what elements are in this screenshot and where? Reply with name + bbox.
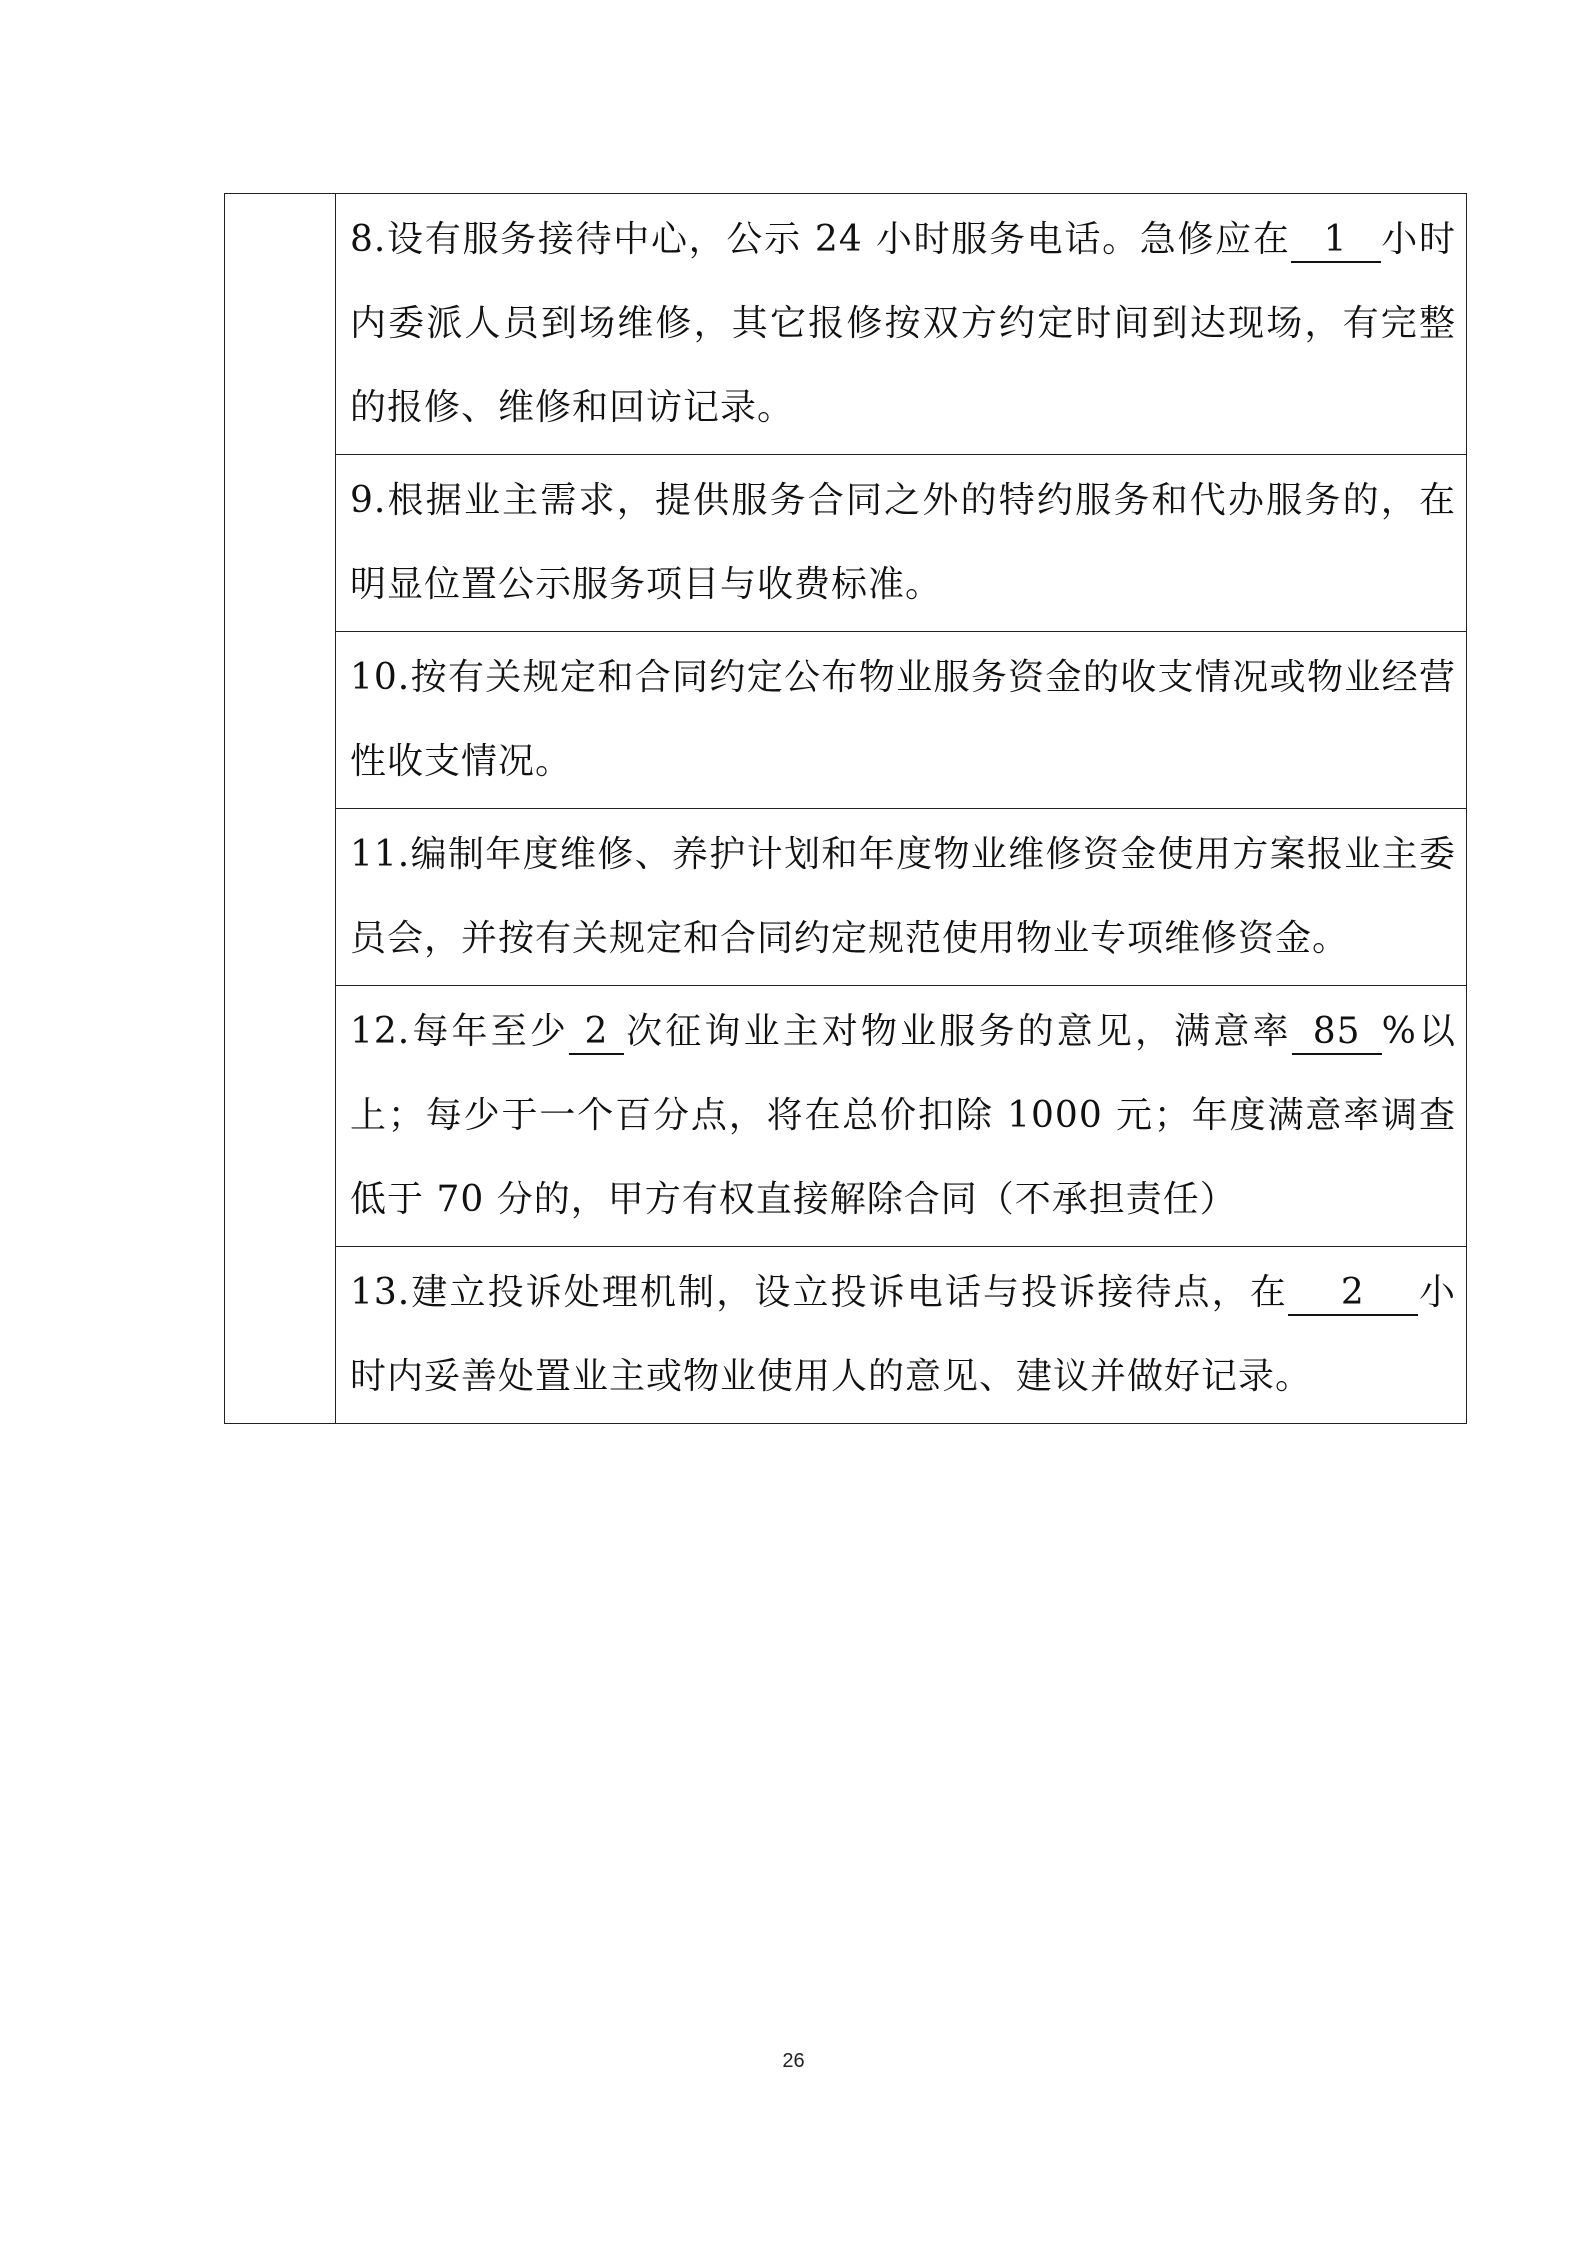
item-8-cell — [336, 194, 1467, 455]
table-row — [225, 455, 1467, 632]
item-10-text — [350, 636, 1456, 804]
item-12-cell — [336, 986, 1467, 1247]
item-text-before: 建立投诉处理机制，设立投诉电话与投诉接待点，在 — [410, 1272, 1288, 1313]
item-11-text — [350, 813, 1456, 981]
item-11-cell — [336, 809, 1467, 986]
item-text-after: 小时内委派人员到场维修，其它报修按双方约定时间到达现场，有完整的报修、维修和回访记录。 — [350, 219, 1456, 428]
item-number: 8. — [350, 219, 387, 260]
item-text-before: 每年至少 — [410, 1011, 569, 1052]
item-number: 13. — [350, 1272, 411, 1313]
item-text-after: 小时内妥善处置业主或物业使用人的意见、建议并做好记录。 — [350, 1272, 1456, 1397]
requirements-table — [224, 193, 1467, 1424]
fill-blank-times: 2 — [569, 1011, 624, 1055]
item-10-cell — [336, 632, 1467, 809]
item-13-text — [350, 1251, 1456, 1419]
item-8-text — [350, 198, 1456, 450]
table-row — [225, 1247, 1467, 1424]
item-number: 11. — [350, 834, 411, 875]
item-number: 10. — [350, 657, 411, 698]
item-text-middle: 次征询业主对物业服务的意见，满意率 — [624, 1011, 1292, 1052]
category-cell — [225, 194, 336, 1424]
fill-blank-hours: 1 — [1291, 219, 1381, 263]
fill-blank-hours: 2 — [1288, 1272, 1418, 1316]
item-number: 9. — [350, 480, 387, 521]
item-text-before: 设有服务接待中心，公示 24 小时服务电话。急修应在 — [386, 219, 1291, 260]
page-number: 26 — [782, 2050, 805, 2072]
item-13-cell — [336, 1247, 1467, 1424]
item-text: 编制年度维修、养护计划和年度物业维修资金使用方案报业主委员会，并按有关规定和合同约定规范使用物业专项维修资金。 — [350, 834, 1456, 959]
item-9-text — [350, 459, 1456, 627]
item-12-text — [350, 990, 1456, 1242]
table-row — [225, 194, 1467, 455]
item-9-cell — [336, 455, 1467, 632]
item-number: 12. — [350, 1011, 411, 1052]
table-row — [225, 809, 1467, 986]
table-row — [225, 986, 1467, 1247]
table-row — [225, 632, 1467, 809]
item-text: 按有关规定和合同约定公布物业服务资金的收支情况或物业经营性收支情况。 — [350, 657, 1456, 782]
item-text: 根据业主需求，提供服务合同之外的特约服务和代办服务的，在明显位置公示服务项目与收费标准。 — [350, 480, 1456, 605]
item-text-after: %以上；每少于一个百分点，将在总价扣除 1000 元；年度满意率调查低于 70 分的，甲方有权直接解除合同（不承担责任） — [350, 1011, 1456, 1220]
fill-blank-satisfaction: 85 — [1292, 1011, 1382, 1055]
